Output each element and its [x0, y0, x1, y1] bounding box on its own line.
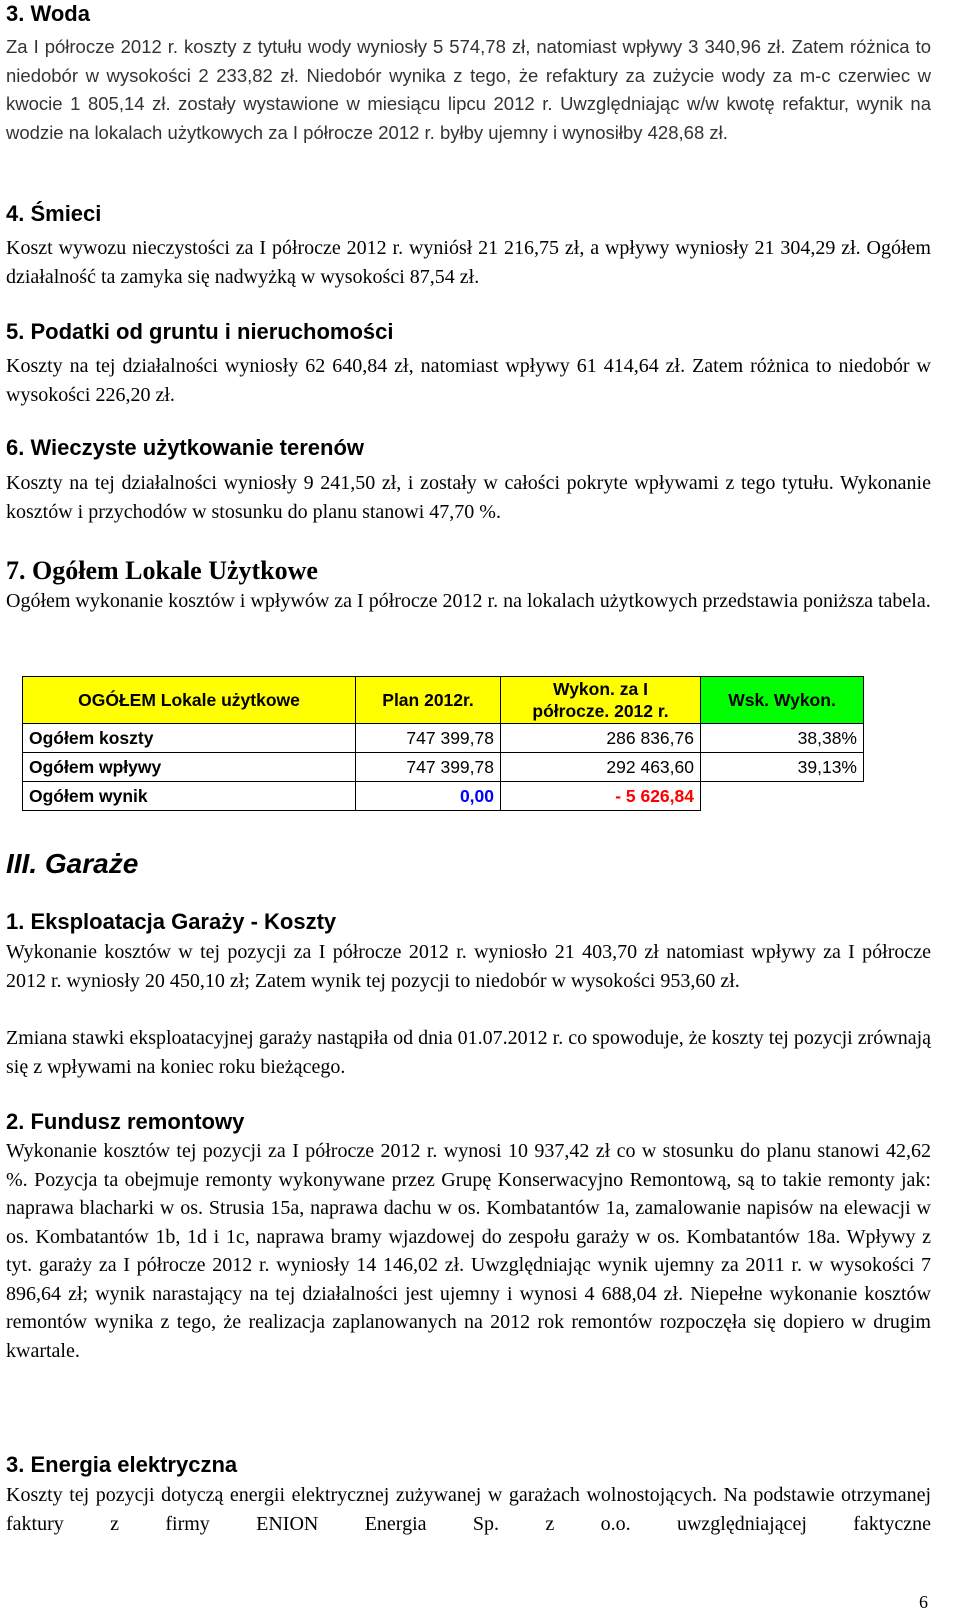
- table-row: [23, 724, 864, 753]
- header-label-cell: OGÓŁEM Lokale użytkowe: [23, 677, 356, 724]
- section-heading-wieczyste: 6. Wieczyste użytkowanie terenów: [6, 435, 365, 460]
- row-label-cell: Ogółem wynik: [23, 782, 356, 811]
- section-heading-podatki: 5. Podatki od gruntu i nieruchomości: [6, 319, 394, 344]
- table-header-row: [23, 677, 864, 724]
- row-wykon-cell: - 5 626,84: [501, 782, 701, 811]
- section-heading-eksploatacja: 1. Eksploatacja Garaży - Koszty: [6, 909, 337, 934]
- section-heading-ogolem-lokale: 7. Ogółem Lokale Użytkowe: [6, 556, 318, 585]
- table-row: [23, 753, 864, 782]
- row-plan-cell: 0,00: [356, 782, 501, 811]
- page-number: 6: [919, 1592, 928, 1612]
- row-plan-cell: 747 399,78: [356, 753, 501, 782]
- summary-table: [22, 676, 864, 811]
- paragraph-fundusz: Wykonanie kosztów tej pozycji za I półrocze 2012 r. wynosi 10 937,42 zł co w stosunku do planu stanowi 42,62 %. Pozycja ta obejmuje remonty wykonywane przez Grupę Konserwacyjno Remontową, są to takie remonty jak: naprawa blacharki w os. Strusia 15a, naprawa dachu w os. Kombatantów 1a, zamalowanie napisów na elewacji w os. Kombatantów 1b, 1d i 1c, naprawa bramy wjazdowej do zespołu garaży w os. Kombatantów 18a. Wpływy z tyt. garaży za I półrocze 2012 r. wyniosły 14 146,02 zł. Uwzględniając wynik ujemny za 2011 r. w wysokości 7 896,64 zł; wynik narastający na tej działalności jest ujemny i wynosi 4 688,04 zł. Niepełne wykonanie kosztów remontów wynika z tego, że realizacja zaplanowanych na 2012 rok remontów rozpoczęła się dopiero w drugim kwartale.: [6, 1140, 931, 1362]
- paragraph-smieci: Koszt wywozu nieczystości za I półrocze 2012 r. wyniósł 21 216,75 zł, a wpływy wyniosły 21 304,29 zł. Ogółem działalność ta zamyka się nadwyżką w wysokości 87,54 zł.: [6, 237, 931, 288]
- row-wsk-cell: 38,38%: [701, 724, 864, 753]
- paragraph-podatki: Koszty na tej działalności wyniosły 62 640,84 zł, natomiast wpływy 61 414,64 zł. Zatem różnica to niedobór w wysokości 226,20 zł.: [6, 355, 931, 406]
- section-heading-smieci: 4. Śmieci: [6, 201, 102, 226]
- row-wsk-cell: 39,13%: [701, 753, 864, 782]
- paragraph-woda: Za I półrocze 2012 r. koszty z tytułu wody wyniosły 5 574,78 zł, natomiast wpływy 3 340,96 zł. Zatem różnica to niedobór w wysokości 2 233,82 zł. Niedobór wynika z tego, że refaktury za zużycie wody za m-c czerwiec w kwocie 1 805,14 zł. zostały wystawione w miesiącu lipcu 2012 r. Uwzględniając w/w kwotę refaktur, wynik na wodzie na lokalach użytkowych za I półrocze 2012 r. byłby ujemny i wynosiłby 428,68 zł.: [6, 36, 931, 143]
- header-wsk-cell: Wsk. Wykon.: [701, 677, 864, 724]
- row-label-cell: Ogółem koszty: [23, 724, 356, 753]
- paragraph-ogolem-lokale: Ogółem wykonanie kosztów i wpływów za I półrocze 2012 r. na lokalach użytkowych przedstawia poniższa tabela.: [6, 590, 931, 612]
- header-plan-cell: Plan 2012r.: [356, 677, 501, 724]
- paragraph-wieczyste: Koszty na tej działalności wyniosły 9 241,50 zł, i zostały w całości pokryte wpływami z tego tytułu. Wykonanie kosztów i przychodów w stosunku do planu stanowi 47,70 %.: [6, 472, 931, 523]
- section-heading-energia: 3. Energia elektryczna: [6, 1452, 238, 1477]
- paragraph-energia: Koszty tej pozycji dotyczą energii elektrycznej zużywanej w garażach wolnostojących. Na podstawie otrzymanej faktury z firmy ENION Energia Sp. z o.o. uwzględniającej faktyczne: [6, 1484, 931, 1535]
- table-row: [23, 782, 864, 811]
- section-heading-fundusz: 2. Fundusz remontowy: [6, 1109, 245, 1134]
- row-wykon-cell: 286 836,76: [501, 724, 701, 753]
- header-wykon-line1: Wykon. za I: [553, 679, 648, 699]
- section-heading-woda: 3. Woda: [6, 1, 90, 26]
- row-plan-cell: 747 399,78: [356, 724, 501, 753]
- row-wsk-cell-empty: [701, 782, 864, 811]
- header-wykon-cell: [501, 677, 701, 724]
- header-wykon-line2: półrocze. 2012 r.: [532, 701, 669, 721]
- row-label-cell: Ogółem wpływy: [23, 753, 356, 782]
- paragraph-eksploatacja-1: Wykonanie kosztów w tej pozycji za I półrocze 2012 r. wyniosło 21 403,70 zł natomiast wpływy za I półrocze 2012 r. wyniosły 20 450,10 zł; Zatem wynik tej pozycji to niedobór w wysokości 953,60 zł.: [6, 941, 931, 992]
- paragraph-eksploatacja-2: Zmiana stawki eksploatacyjnej garaży nastąpiła od dnia 01.07.2012 r. co spowoduje, że koszty tej pozycji zrównają się z wpływami na koniec roku bieżącego.: [6, 1027, 931, 1078]
- row-wykon-cell: 292 463,60: [501, 753, 701, 782]
- chapter-heading-garaze: III. Garaże: [6, 848, 139, 879]
